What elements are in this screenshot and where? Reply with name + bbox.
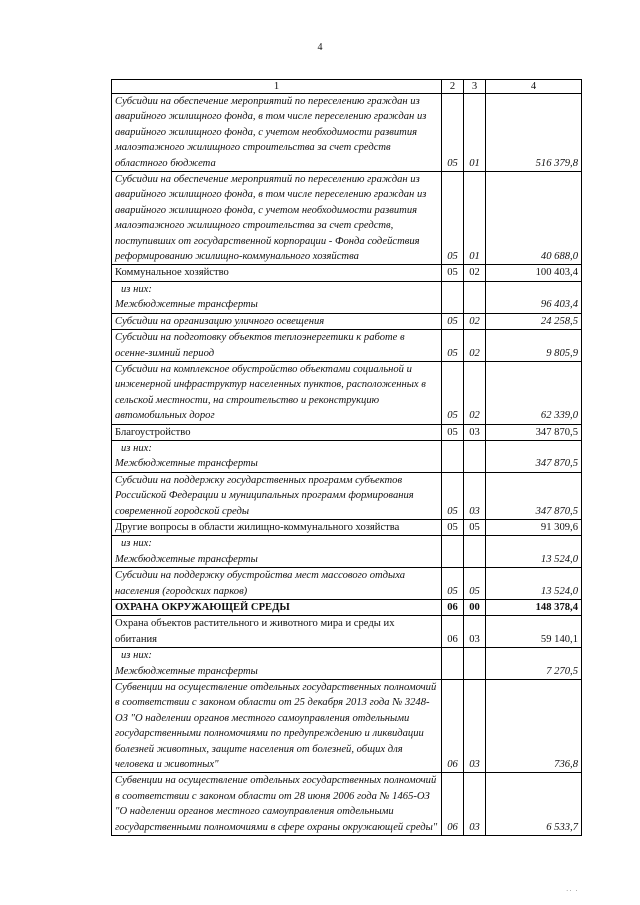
row-subsection-code: 02 [464,330,486,362]
row-subsection-code [464,440,486,472]
row-amount: 736,8 [486,680,582,773]
header-col-4: 4 [486,80,582,94]
table-row [112,536,582,568]
header-col-2: 2 [442,80,464,94]
row-section-code: 05 [442,313,464,329]
scan-artifact-mark: ·· · [566,887,579,895]
row-label: Субсидии на поддержку государственных программ субъектов Российской Федерации и муниципальных программ формирования современной городской среды [112,472,442,519]
row-amount: 100 403,4 [486,265,582,281]
row-label: Субвенции на осуществление отдельных государственных полномочий в соответствии с законом области от 28 июня 2006 года № 1465-ОЗ "О наделении органов местного самоуправления отдельными государственными полномочиями в сфере охраны окружающей среды" [112,773,442,836]
row-section-code: 05 [442,265,464,281]
header-col-3: 3 [464,80,486,94]
row-amount: 516 379,8 [486,94,582,172]
row-label: Субсидии на поддержку обустройства мест массового отдыха населения (городских парков) [112,568,442,600]
row-section-code [442,536,464,568]
row-subsection-code: 01 [464,94,486,172]
row-subsection-code [464,281,486,313]
table-row [112,330,582,362]
row-label: Субсидии на комплексное обустройство объектами социальной и инженерной инфраструктур населенных пунктов, расположенных в сельской местности, на строительство и реконструкцию автомобильных дорог [112,361,442,424]
row-section-code [442,648,464,680]
row-label [112,648,442,680]
row-section-code: 05 [442,172,464,265]
row-amount: 347 870,5 [486,440,582,472]
row-amount: 347 870,5 [486,424,582,440]
row-amount: 59 140,1 [486,616,582,648]
row-label: Субсидии на подготовку объектов теплоэнергетики к работе в осенне-зимний период [112,330,442,362]
table-row [112,472,582,519]
row-subsection-code: 01 [464,172,486,265]
row-amount: 148 378,4 [486,600,582,616]
table-row [112,773,582,836]
table-row [112,94,582,172]
row-section-code: 06 [442,773,464,836]
row-subsection-code: 00 [464,600,486,616]
row-amount: 24 258,5 [486,313,582,329]
page-number: 4 [317,42,323,53]
row-subsection-code [464,648,486,680]
row-subsection-code: 03 [464,424,486,440]
row-of-which-label: из них: [121,538,152,550]
row-subsection-code: 03 [464,680,486,773]
budget-table [111,79,582,836]
row-subsection-code: 02 [464,313,486,329]
row-label: Благоустройство [112,424,442,440]
table-row [112,313,582,329]
table-row [112,172,582,265]
row-amount: 91 309,6 [486,519,582,535]
row-section-code: 05 [442,330,464,362]
table-row [112,281,582,313]
row-subsection-code: 05 [464,519,486,535]
row-label: Другие вопросы в области жилищно-коммунального хозяйства [112,519,442,535]
row-label: Охрана объектов растительного и животного мира и среды их обитания [112,616,442,648]
row-sublabel: Межбюджетные трансферты [115,665,258,677]
row-label [112,281,442,313]
row-section-code: 06 [442,616,464,648]
row-section-code: 05 [442,568,464,600]
row-amount: 6 533,7 [486,773,582,836]
table-row [112,648,582,680]
row-amount: 7 270,5 [486,648,582,680]
row-subsection-code [464,536,486,568]
row-section-code: 06 [442,680,464,773]
table-row [112,440,582,472]
row-subsection-code: 02 [464,361,486,424]
row-label: ОХРАНА ОКРУЖАЮЩЕЙ СРЕДЫ [112,600,442,616]
row-subsection-code: 02 [464,265,486,281]
table-row [112,265,582,281]
header-col-1: 1 [112,80,442,94]
row-subsection-code: 03 [464,472,486,519]
row-amount: 13 524,0 [486,536,582,568]
row-of-which-label: из них: [121,283,152,295]
row-of-which-label: из них: [121,442,152,454]
table-row [112,616,582,648]
row-section-code: 05 [442,424,464,440]
row-amount: 347 870,5 [486,472,582,519]
table-row [112,361,582,424]
table-row [112,680,582,773]
table-header-row [112,80,582,94]
row-section-code: 05 [442,472,464,519]
row-sublabel: Межбюджетные трансферты [115,553,258,565]
row-sublabel: Межбюджетные трансферты [115,458,258,470]
row-section-code [442,440,464,472]
row-label [112,440,442,472]
row-amount: 62 339,0 [486,361,582,424]
table-row [112,519,582,535]
table-row [112,600,582,616]
row-section-code: 06 [442,600,464,616]
row-sublabel: Межбюджетные трансферты [115,299,258,311]
row-label: Субсидии на обеспечение мероприятий по переселению граждан из аварийного жилищного фонда, в том числе переселению граждан из аварийного жилищного фонда, с учетом необходимости развития малоэтажного жилищного строительства за счет средств, поступивших от государственной корпорации - Фонда содействия реформированию жилищно-коммунального хозяйства [112,172,442,265]
row-label: Субсидии на организацию уличного освещения [112,313,442,329]
row-section-code: 05 [442,519,464,535]
row-label: Субсидии на обеспечение мероприятий по переселению граждан из аварийного жилищного фонда, в том числе переселению граждан из аварийного жилищного фонда, с учетом необходимости развития малоэтажного жилищного строительства за счет средств областного бюджета [112,94,442,172]
table-row [112,568,582,600]
row-section-code [442,281,464,313]
row-subsection-code: 03 [464,616,486,648]
row-amount: 13 524,0 [486,568,582,600]
row-amount: 96 403,4 [486,281,582,313]
row-subsection-code: 03 [464,773,486,836]
row-amount: 40 688,0 [486,172,582,265]
row-section-code: 05 [442,361,464,424]
row-label: Субвенции на осуществление отдельных государственных полномочий в соответствии с законом области от 25 декабря 2013 года № 3248-ОЗ "О наделении органов местного самоуправления отдельными государственными полномочиями по предупреждению и ликвидации болезней животных, защите населения от болезней, общих для человека и животных" [112,680,442,773]
row-label: Коммунальное хозяйство [112,265,442,281]
row-of-which-label: из них: [121,650,152,662]
table-row [112,424,582,440]
row-amount: 9 805,9 [486,330,582,362]
row-section-code: 05 [442,94,464,172]
row-label [112,536,442,568]
row-subsection-code: 05 [464,568,486,600]
